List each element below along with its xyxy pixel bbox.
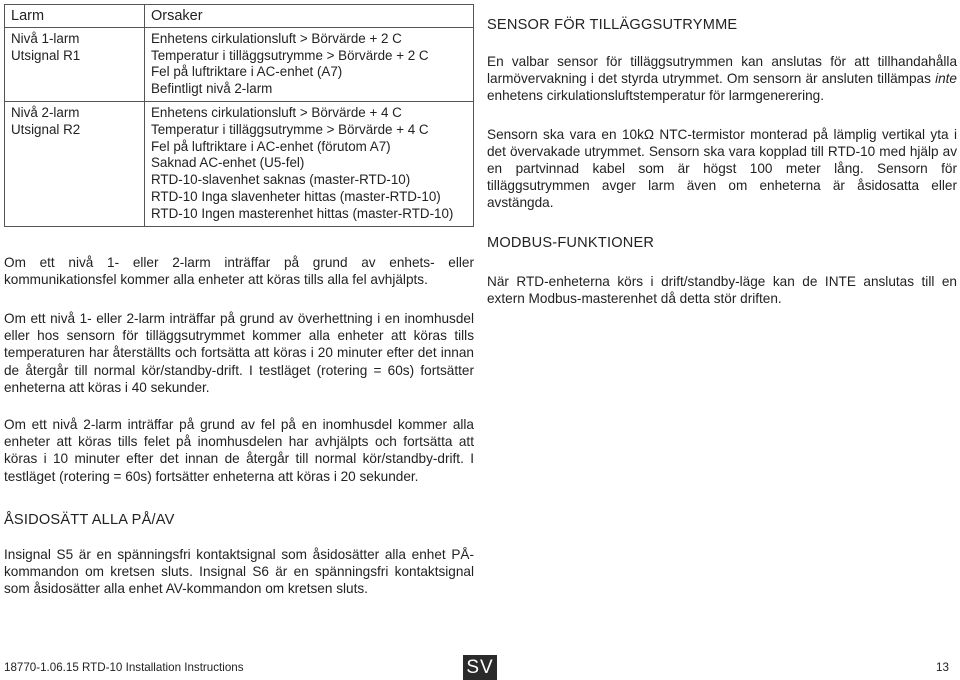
alarm-table-header	[5, 5, 474, 28]
paragraph-unit-fault: Om ett nivå 1- eller 2-larm inträffar på grund av enhets- eller kommunikationsfel kommer alla enheter att köras tills alla fel avhjälpts.	[4, 255, 474, 288]
header-orsaker: Orsaker	[145, 5, 474, 28]
footer-document-id: 18770-1.06.15 RTD-10 Installation Instructions	[4, 661, 244, 674]
heading-override: ÅSIDOSÄTT ALLA PÅ/AV	[4, 512, 175, 528]
cause-line: Temperatur i tilläggsutrymme > Börvärde + 2 C	[151, 47, 429, 63]
level1-cell	[5, 27, 145, 101]
cause-line: Saknad AC-enhet (U5-fel)	[151, 155, 305, 171]
heading-sensor: SENSOR FÖR TILLÄGGSUTRYMME	[487, 17, 738, 33]
sensor-intro-text-end: enhetens cirkulationsluftstemperatur för larmgenerering.	[487, 88, 824, 103]
paragraph-sensor-intro	[487, 53, 957, 104]
alarm-table	[4, 4, 474, 227]
alarm-row-level2	[5, 101, 474, 226]
level2-causes	[145, 101, 474, 226]
level1-causes	[145, 27, 474, 101]
cause-line: Befintligt nivå 2-larm	[151, 81, 273, 97]
level1-name: Nivå 1-larm	[11, 30, 80, 46]
paragraph-sensor-specs: Sensorn ska vara en 10kΩ NTC-termistor monterad på lämplig vertikal yta i det övervakade utrymmet. Sensorn ska vara kopplad till RTD-10 med hjälp av en partvinnad kabel som är högst 100 meter lång. Sensorn för tilläggsutrymmen avger larm även om enheterna är åsidosatta eller avstängda.	[487, 127, 957, 210]
cause-line: RTD-10-slavenhet saknas (master-RTD-10)	[151, 172, 411, 188]
level2-output: Utsignal R2	[11, 121, 81, 137]
sensor-intro-emphasis: inte	[935, 71, 957, 86]
level1-output: Utsignal R1	[11, 47, 81, 63]
page-number: 13	[936, 661, 949, 674]
paragraph-override-inputs: Insignal S5 är en spänningsfri kontaktsignal som åsidosätter alla enhet PÅ-kommandon om kretsen sluts. Insignal S6 är en spänningsfri kontaktsignal som åsidosätter alla enhet AV-kommandon om kretsen sluts.	[4, 547, 474, 597]
cause-line: RTD-10 Ingen masterenhet hittas (master-RTD-10)	[151, 205, 454, 221]
cause-line: Fel på luftriktare i AC-enhet (förutom A7)	[151, 138, 391, 154]
alarm-row-level1	[5, 27, 474, 101]
cause-line: RTD-10 Inga slavenheter hittas (master-RTD-10)	[151, 188, 441, 204]
language-badge: SV	[463, 655, 497, 680]
cause-line: Enhetens cirkulationsluft > Börvärde + 4 C	[151, 104, 402, 120]
cause-line: Fel på luftriktare i AC-enhet (A7)	[151, 64, 343, 80]
sensor-intro-text: En valbar sensor för tilläggsutrymmen kan anslutas för att tillhandahålla larmövervakning i det styrda utrymmet. Om sensorn är ansluten tillämpas	[487, 54, 957, 86]
paragraph-modbus: När RTD-enheterna körs i drift/standby-läge kan de INTE anslutas till en extern Modbus-masterenhet då detta stör driften.	[487, 274, 957, 306]
cause-line: Temperatur i tilläggsutrymme > Börvärde + 4 C	[151, 121, 429, 137]
header-larm: Larm	[5, 5, 145, 28]
paragraph-indoor-fault: Om ett nivå 2-larm inträffar på grund av fel på en inomhusdel kommer alla enheter att köras tills felet på inomhusdelen har avhjälpts och fortsätta att köras i 10 minuter efter det innan de återgår till normal kör/standby-drift. I testläget (rotering = 60s) fortsätter enheterna att köras i 20 sekunder.	[4, 417, 474, 484]
level2-cell	[5, 101, 145, 226]
cause-line: Enhetens cirkulationsluft > Börvärde + 2 C	[151, 30, 402, 46]
level2-name: Nivå 2-larm	[11, 104, 80, 120]
heading-modbus: MODBUS-FUNKTIONER	[487, 235, 655, 251]
paragraph-overheat: Om ett nivå 1- eller 2-larm inträffar på grund av överhettning i en inomhusdel eller hos sensorn för tilläggsutrymmet kommer alla enheter att köras tills temperaturen har återställts och fortsätta att köras i 20 minuter efter det innan de återgår till normal kör/standby-drift. I testläget (rotering = 60s) fortsätter enheterna att köras i 40 sekunder.	[4, 311, 474, 395]
